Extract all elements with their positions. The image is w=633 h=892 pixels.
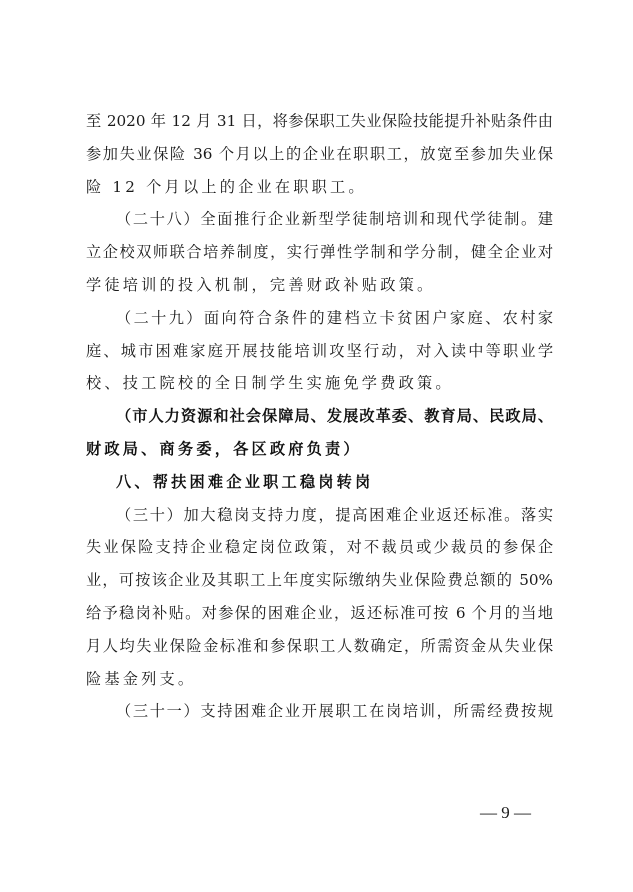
paragraph-line: 庭、城市困难家庭开展技能培训攻坚行动，对入读中等职业学 bbox=[86, 341, 553, 360]
section-heading: 八、帮扶困难企业职工稳岗转岗 bbox=[116, 472, 374, 491]
paragraph-line: 失业保险支持企业稳定岗位政策，对不裁员或少裁员的参保企 bbox=[86, 538, 553, 557]
paragraph-line: 学徒培训的投入机制，完善财政补贴政策。 bbox=[86, 276, 436, 294]
paragraph-line: 险 12 个月以上的企业在职职工。 bbox=[86, 177, 367, 196]
paragraph-line: 参加失业保险 36 个月以上的企业在职职工，放宽至参加失业保 bbox=[86, 144, 553, 163]
responsibility-line: （市人力资源和社会保障局、发展改革委、教育局、民政局、 bbox=[116, 407, 553, 426]
paragraph-line: （二十九）面向符合条件的建档立卡贫困户家庭、农村家 bbox=[116, 308, 553, 327]
paragraph-line: 校、技工院校的全日制学生实施免学费政策。 bbox=[86, 374, 454, 393]
paragraph-line: 至 2020 年 12 月 31 日，将参保职工失业保险技能提升补贴条件由 bbox=[86, 112, 553, 130]
page-number: — 9 — bbox=[480, 803, 531, 822]
paragraph-line: （三十）加大稳岗支持力度，提高困难企业返还标准。落实 bbox=[116, 505, 553, 524]
paragraph-line: 险基金列支。 bbox=[86, 669, 197, 688]
paragraph-line: （二十八）全面推行企业新型学徒制培训和现代学徒制。建 bbox=[116, 210, 553, 229]
paragraph-line: 月人均失业保险金标准和参保职工人数确定，所需资金从失业保 bbox=[86, 636, 553, 655]
paragraph-line: 业，可按该企业及其职工上年度实际缴纳失业保险费总额的 50% bbox=[86, 571, 553, 590]
responsibility-line: 财政局、商务委，各区政府负责） bbox=[86, 440, 362, 458]
paragraph-line: 给予稳岗补贴。对参保的困难企业，返还标准可按 6 个月的当地 bbox=[86, 604, 553, 622]
paragraph-line: （三十一）支持困难企业开展职工在岗培训，所需经费按规 bbox=[116, 702, 553, 721]
paragraph-line: 立企校双师联合培养制度，实行弹性学制和学分制，健全企业对 bbox=[86, 243, 553, 262]
